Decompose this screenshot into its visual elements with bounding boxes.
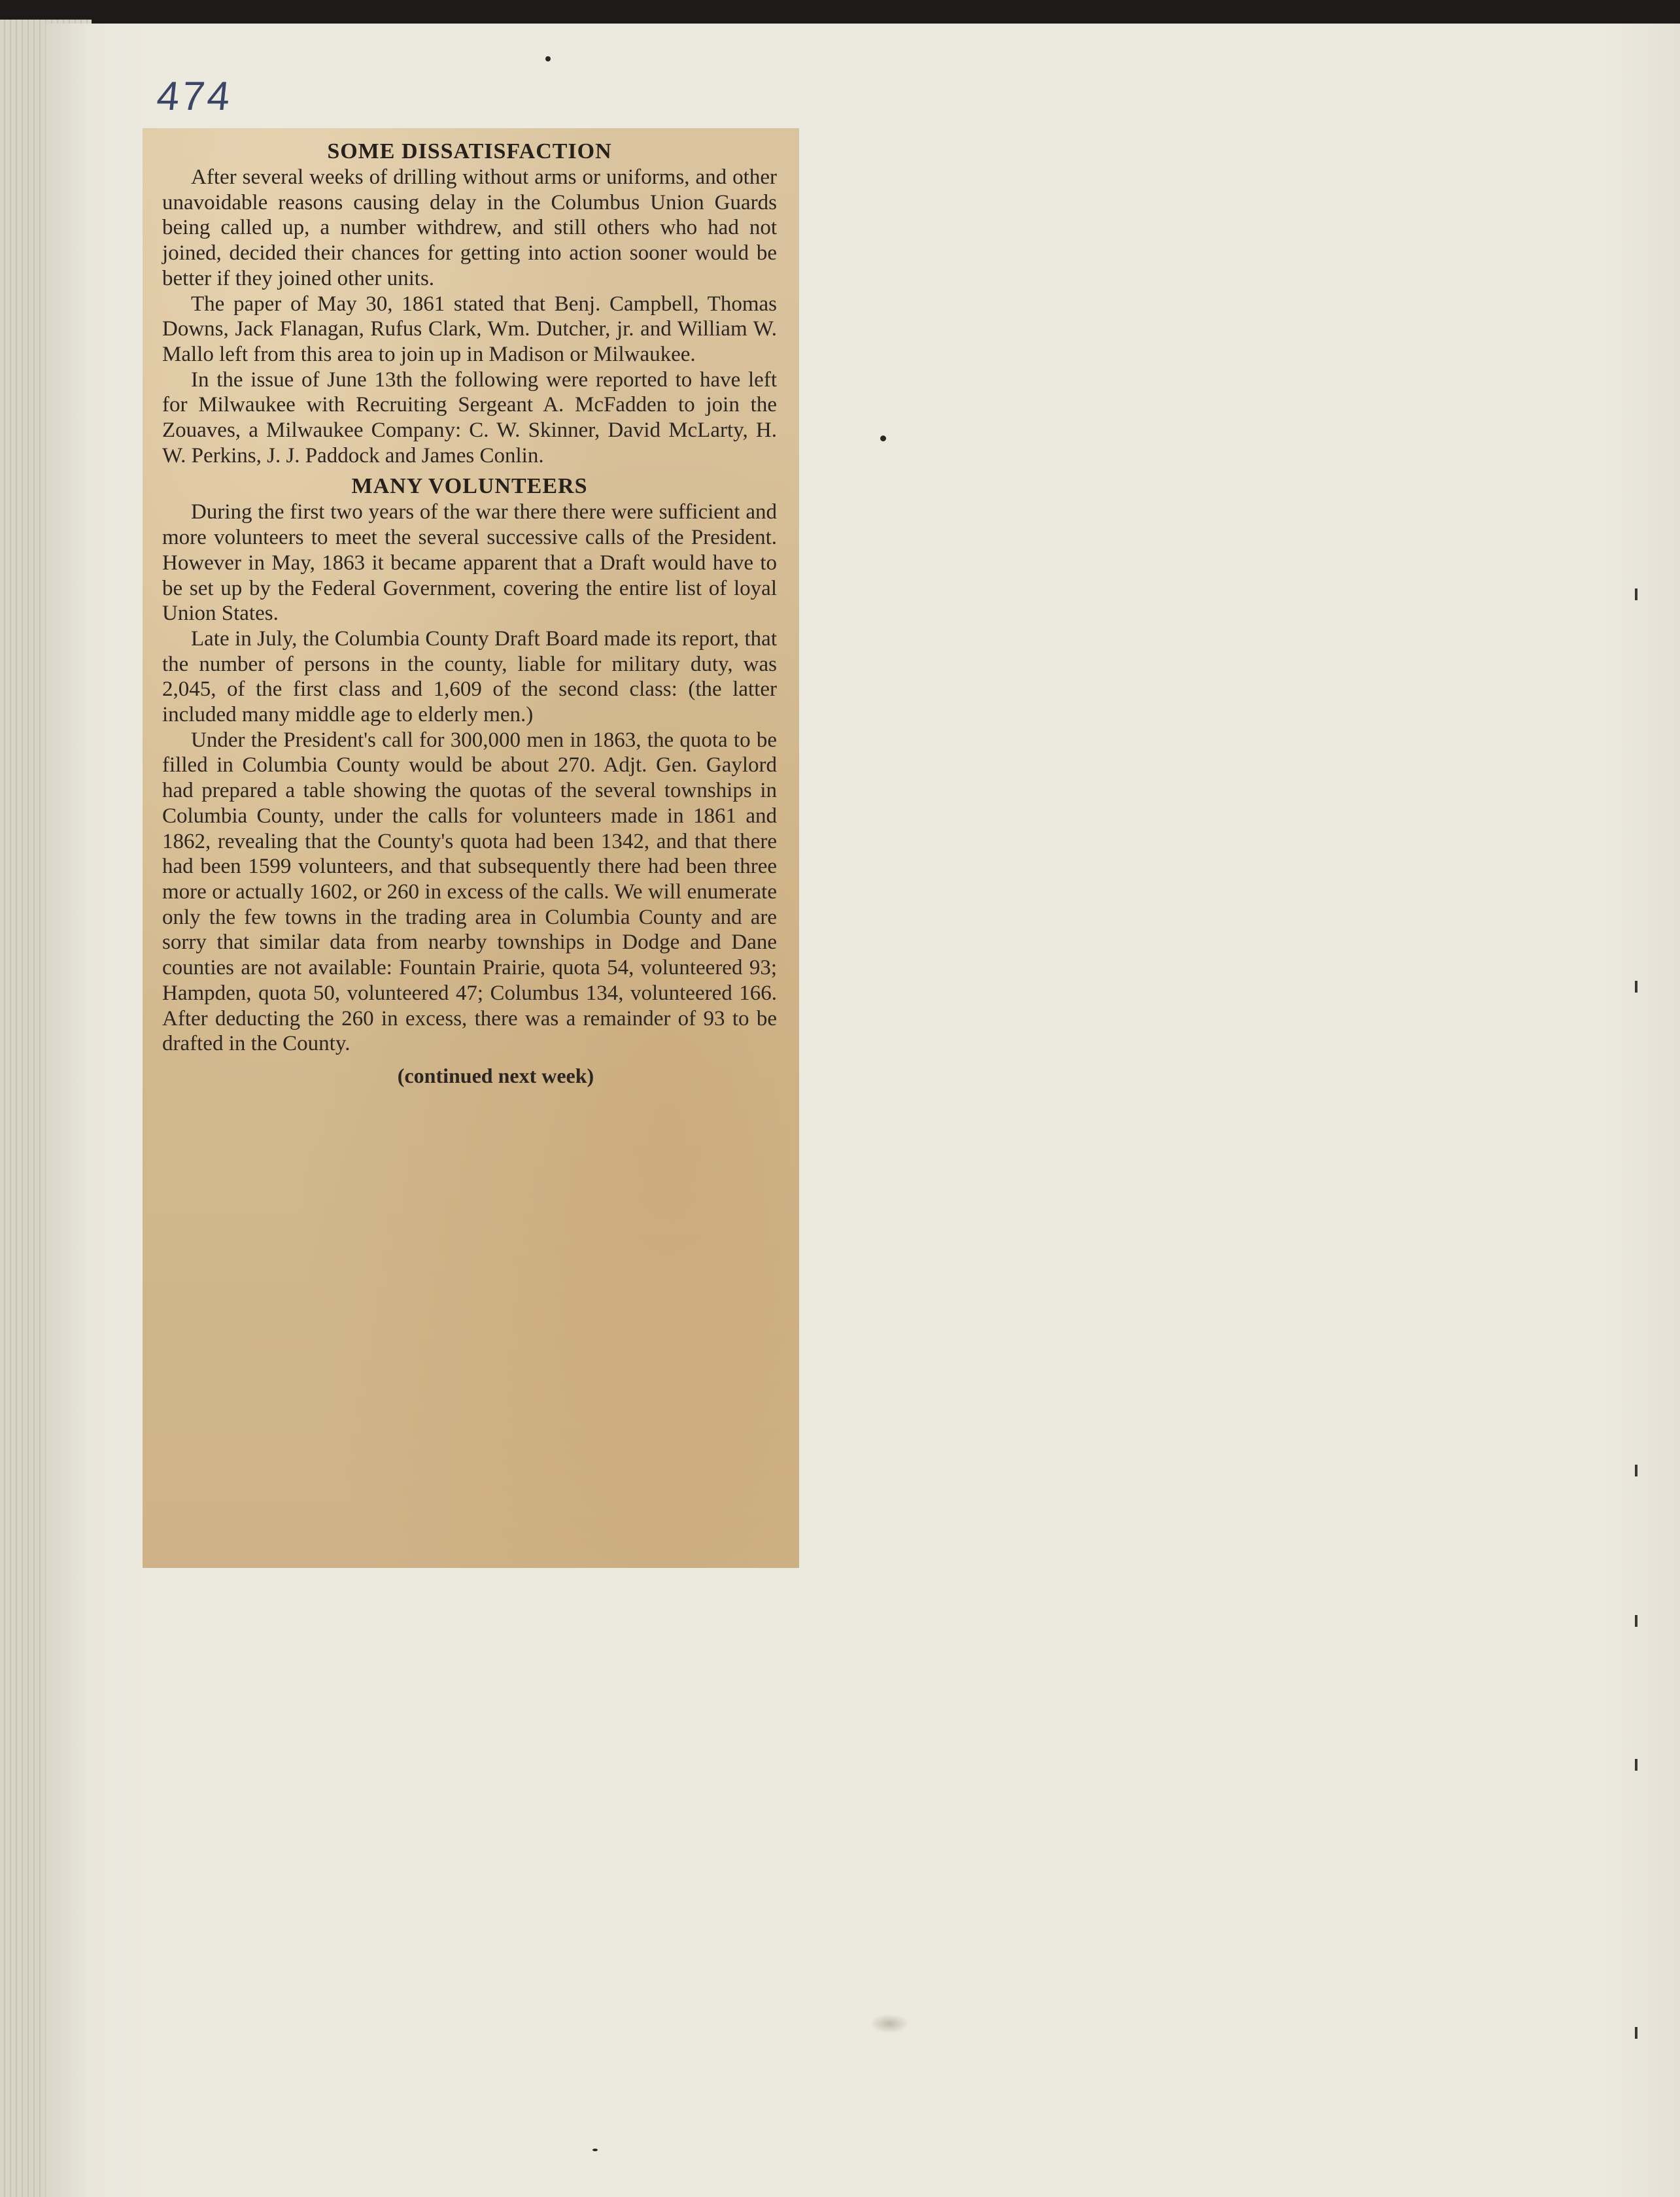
paragraph: In the issue of June 13th the following were reported to have left for Milwaukee with Recruiting Sergeant A. McFadden to join the Zouaves, a Milwaukee Company: C. W. Skinner, David McLarty, H. W. Perkins, J. J. Paddock and James Conlin. (162, 367, 777, 468)
paragraph: Under the President's call for 300,000 men in 1863, the quota to be filled in Columbia County would be about 270. Adjt. Gen. Gaylord had prepared a table showing the quotas of the several townships in Columbia County, under the calls for volunteers made in 1861 and 1862, revealing that the County's quota had been 1342, and that there had been 1599 volunteers, and that subsequently there had been three more or actually 1602, or 260 in excess of the calls. We will enumerate only the few towns in the trading area in Columbia County and are sorry that similar data from nearby townships in Dodge and Dane counties are not available: Fountain Prairie, quota 54, volunteered 93; Hampden, quota 50, volunteered 47; Columbus 134, volunteered 166. After deducting the 260 in excess, there was a remainder of 93 to be drafted in the County. (162, 728, 777, 1056)
edge-tick (1635, 588, 1637, 600)
speck (545, 56, 551, 61)
edge-tick (1635, 981, 1637, 993)
clipping-text (162, 139, 777, 1089)
paragraph: The paper of May 30, 1861 stated that Benj. Campbell, Thomas Downs, Jack Flanagan, Rufus Clark, Wm. Dutcher, jr. and William W. Mallo left from this area to join up in Madison or Milwaukee. (162, 292, 777, 366)
edge-tick (1635, 2027, 1637, 2039)
smudge-mark (870, 2014, 909, 2034)
speck (880, 435, 886, 441)
section-heading-dissatisfaction: SOME DISSATISFACTION (327, 139, 612, 163)
continued-note: (continued next week) (397, 1063, 594, 1087)
page-number: 474 (154, 74, 235, 119)
edge-tick (1635, 1759, 1637, 1771)
newspaper-clipping (143, 128, 799, 1568)
paragraph: After several weeks of drilling without arms or uniforms, and other unavoidable reasons causing delay in the Columbus Union Guards being called up, a number withdrew, and still others who had not joined, decided their chances for getting into action sooner would be better if they joined other units. (162, 165, 777, 290)
edge-tick (1635, 1465, 1637, 1476)
section-heading-volunteers: MANY VOLUNTEERS (351, 474, 588, 499)
paragraph: Late in July, the Columbia County Draft Board made its report, that the number of persons in the county, liable for military duty, was 2,045, of the first class and 1,609 of the second class: (the latter included many middle age to elderly men.) (162, 626, 777, 727)
paragraph: During the first two years of the war there there were sufficient and more volunteers to meet the several successive calls of the President. However in May, 1863 it became apparent that a Draft would have to be set up by the Federal Government, covering the entire list of loyal Union States. (162, 500, 777, 626)
edge-tick (1635, 1615, 1637, 1627)
speck (592, 2149, 598, 2151)
